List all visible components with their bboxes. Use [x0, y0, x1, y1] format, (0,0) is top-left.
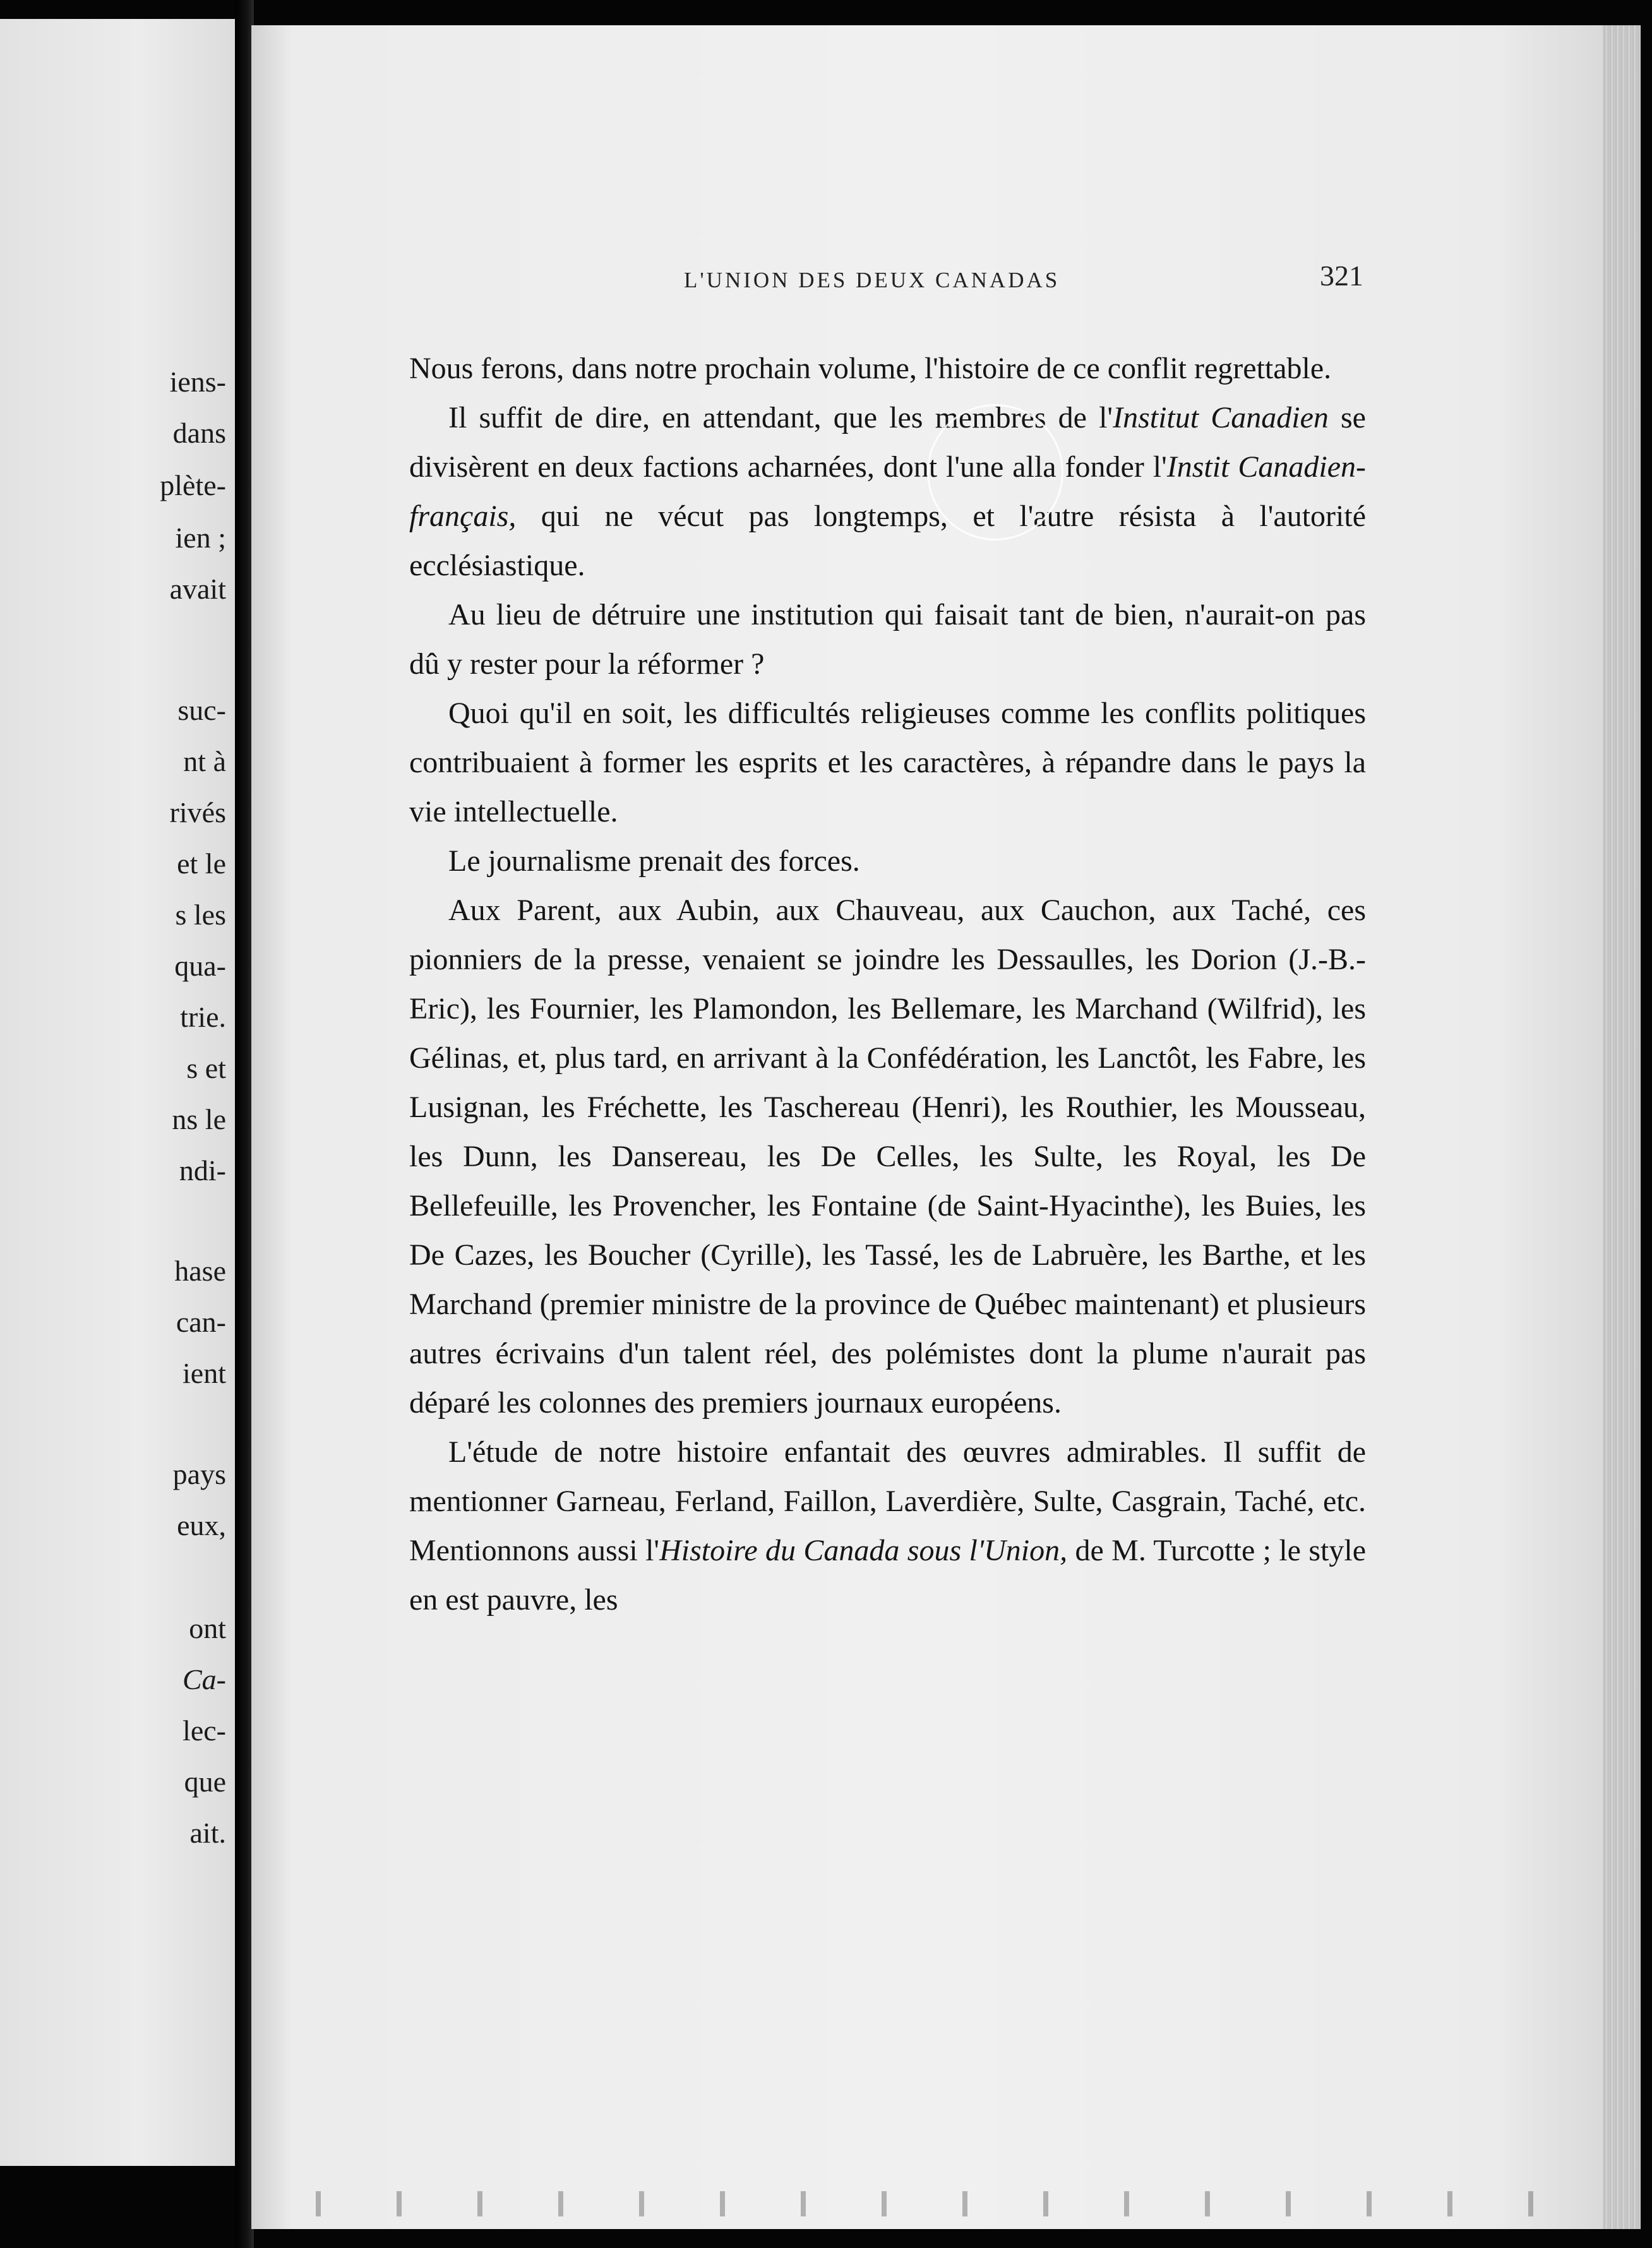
left-fragment: ien ;	[175, 522, 226, 554]
italic-title: Instit Canadien-français,	[409, 450, 1367, 533]
left-fragment: nt à	[183, 745, 226, 777]
left-fragment: dans	[172, 417, 226, 449]
left-fragment: s les	[175, 899, 226, 931]
left-fragment: ndi-	[179, 1154, 226, 1187]
scan-scratch	[927, 404, 1063, 541]
text-run: Nous ferons, dans notre prochain volume, l'histoire de ce conflit regrettable.	[409, 352, 1332, 385]
left-fragment: qua-	[174, 950, 226, 982]
paragraph	[409, 393, 1366, 590]
left-fragment: can-	[176, 1306, 226, 1338]
text-run: Le journalisme prenait des forces.	[448, 844, 860, 878]
italic-title: Institut Canadien	[1113, 401, 1329, 434]
left-fragment: iens-	[169, 366, 226, 398]
paragraph	[409, 837, 1366, 886]
text-run: Il suffit de dire, en attendant, que les membres de l'	[448, 401, 1113, 434]
left-fragment: rivés	[169, 796, 226, 828]
left-page-fragment	[0, 19, 235, 2166]
text-run: se divisèrent en deux factions acharnées, dont l'une alla fonder l'	[409, 401, 1366, 484]
left-fragment: Ca-	[183, 1663, 226, 1695]
paragraph	[409, 1428, 1366, 1625]
left-fragment: ait.	[189, 1817, 226, 1849]
paragraph	[409, 886, 1366, 1428]
left-fragment: s et	[186, 1052, 226, 1084]
left-fragment: avait	[169, 573, 226, 605]
left-fragment: trie.	[180, 1001, 226, 1033]
text-run: qui ne vécut pas longtemps, et l'autre résista à l'autorité ecclésiastique.	[409, 499, 1366, 582]
left-fragment: ns le	[172, 1103, 226, 1135]
text-run: de M. Turcotte ; le style en est pauvre, les	[409, 1534, 1367, 1617]
page-number: 321	[1320, 260, 1363, 292]
italic-title: Histoire du Canada sous l'Union,	[659, 1534, 1068, 1567]
left-fragment: hase	[174, 1255, 226, 1287]
left-fragment: plète-	[160, 469, 226, 501]
text-run: Aux Parent, aux Aubin, aux Chauveau, aux Cauchon, aux Taché, ces pionniers de la presse, venaient se joindre les Dessaulles, les Dorion (J.-B.-Eric), les Fournier, les Plamondon, les Bellemare, les Marchand (Wilfrid), les Gélinas, et, plus tard, en arrivant à la Confédération, les Lanctôt, les Fabre, les Lusignan, les Fréchette, les Taschereau (Henri), les Routhier, les Mousseau, les Dunn, les Dansereau, les De Celles, les Sulte, les Royal, les De Bellefeuille, les Provencher, les Fontaine (de Saint-Hyacinthe), les Buies, les De Cazes, les Boucher (Cyrille), les Tassé, les de Labruère, les Barthe, et les Marchand (premier ministre de la province de Québec maintenant) et plusieurs autres écrivains d'un talent réel, des polémistes dont la plume n'aurait pas déparé les colonnes des premiers journaux européens.	[409, 894, 1366, 1420]
body-text	[409, 344, 1366, 1625]
paragraph	[409, 344, 1366, 393]
running-head: L'UNION DES DEUX CANADAS	[684, 268, 1060, 292]
left-fragment: pays	[172, 1458, 226, 1490]
left-fragment: suc-	[177, 694, 226, 726]
left-fragment: que	[184, 1766, 226, 1798]
left-fragment: ont	[189, 1612, 226, 1644]
left-fragment: eux,	[177, 1509, 226, 1541]
left-fragment: ient	[183, 1357, 226, 1389]
text-run: Au lieu de détruire une institution qui faisait tant de bien, n'aurait-on pas dû y rester pour la réformer ?	[409, 598, 1366, 681]
text-run: L'étude de notre histoire enfantait des œuvres admirables. Il suffit de mentionner Garneau, Ferland, Faillon, Laverdière, Sulte, Casgrain, Taché, etc. Mentionnons aussi l'	[409, 1435, 1366, 1567]
text-run: Quoi qu'il en soit, les difficultés religieuses comme les conflits politiques contribuaient à former les esprits et les caractères, à répandre dans le pays la vie intellectuelle.	[409, 697, 1366, 828]
paragraph	[409, 590, 1366, 689]
scan-specks	[240, 2191, 1566, 2216]
left-fragment: et le	[177, 847, 226, 880]
page-edge	[1603, 25, 1641, 2229]
left-fragment: lec-	[183, 1714, 226, 1747]
paragraph	[409, 689, 1366, 837]
